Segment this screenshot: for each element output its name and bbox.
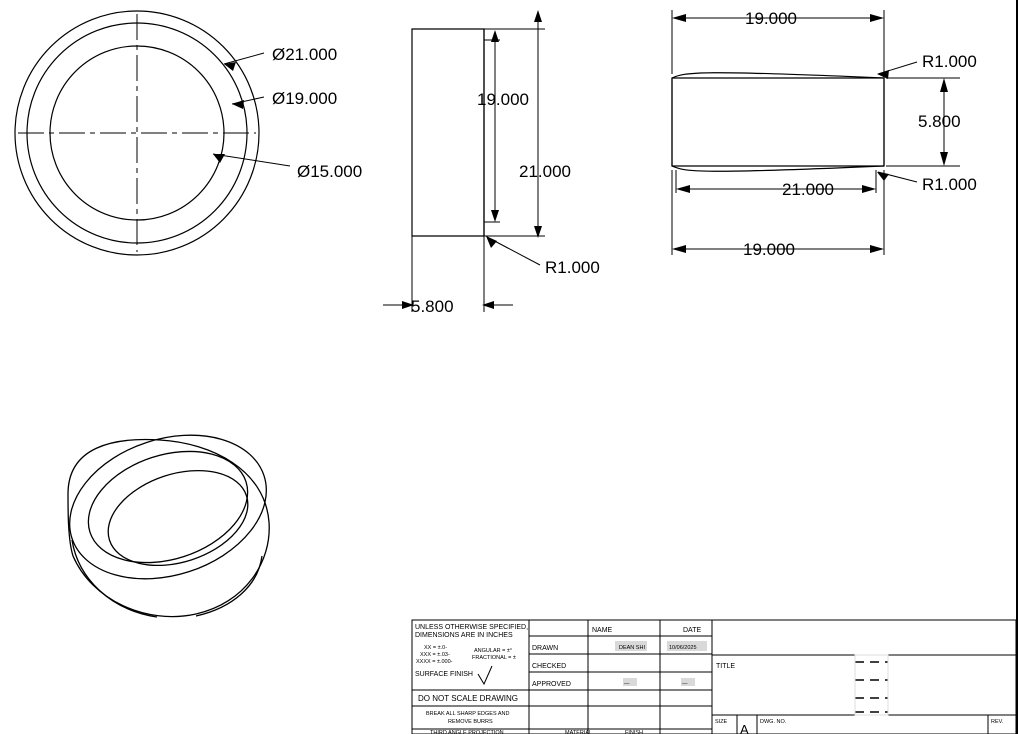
- title-label: TITLE: [716, 663, 736, 670]
- row-label-approved: APPROVED: [532, 681, 571, 688]
- dim-section-fillet-bottom: R1.000: [922, 175, 977, 194]
- rev-label: REV.: [991, 719, 1004, 725]
- dim-section-bottom-19: 19.000: [743, 240, 795, 259]
- row-value-drawn-name: DEAN SHI: [619, 645, 645, 651]
- do-not-scale-note: DO NOT SCALE DRAWING: [418, 694, 519, 703]
- dim-side-21: 21.000: [519, 162, 571, 181]
- column-header-date: DATE: [683, 627, 702, 634]
- column-header-name: NAME: [592, 627, 613, 634]
- isometric-view: [51, 411, 285, 617]
- row-label-checked: CHECKED: [532, 663, 567, 670]
- dim-side-19: 19.000: [477, 90, 529, 109]
- dim-od-inner: Ø19.000: [272, 89, 338, 108]
- title-block: [412, 620, 1016, 734]
- dim-bore: Ø15.000: [297, 162, 363, 181]
- size-value: A: [740, 722, 749, 734]
- dim-od-outer: Ø21.000: [272, 45, 338, 64]
- tol-xxxx: XXXX = ±.000-: [416, 659, 453, 665]
- row-label-drawn: DRAWN: [532, 645, 559, 652]
- finish-label: FINISH: [625, 730, 644, 734]
- notes-line-2: DIMENSIONS ARE IN INCHES: [415, 632, 513, 639]
- notes-line-1: UNLESS OTHERWISE SPECIFIED,: [415, 624, 529, 631]
- tol-angular: ANGULAR = ±°: [474, 648, 513, 654]
- projection-note: THIRD ANGLE PROJECTION: [430, 730, 504, 734]
- dim-section-top-19: 19.000: [745, 9, 797, 28]
- dim-section-mid-21: 21.000: [782, 180, 834, 199]
- tol-xxx: XXX = ±.03-: [420, 652, 450, 658]
- front-view: [15, 11, 362, 255]
- row-value-approved-name: —: [624, 681, 630, 687]
- dim-section-height: 5.800: [918, 112, 961, 131]
- row-value-approved-date: —: [682, 681, 688, 687]
- section-view: [672, 9, 977, 259]
- dim-side-radius: R1.000: [545, 258, 600, 277]
- dim-side-width: 5.800: [411, 297, 454, 316]
- dwg-no-label: DWG. NO.: [760, 719, 787, 725]
- break-edges-line-1: BREAK ALL SHARP EDGES AND: [426, 711, 510, 717]
- tol-fractional: FRACTIONAL = ±: [472, 655, 516, 661]
- break-edges-line-2: REMOVE BURRS: [448, 719, 493, 725]
- surface-finish-label: SURFACE FINISH: [415, 671, 473, 678]
- size-label: SIZE: [715, 719, 728, 725]
- row-value-drawn-date: 10/06/2025: [669, 645, 697, 651]
- tol-xx: XX = ±.0-: [424, 645, 448, 651]
- dim-section-fillet-top: R1.000: [922, 52, 977, 71]
- side-view: [383, 10, 600, 316]
- material-label: MATERIAL: [565, 730, 593, 734]
